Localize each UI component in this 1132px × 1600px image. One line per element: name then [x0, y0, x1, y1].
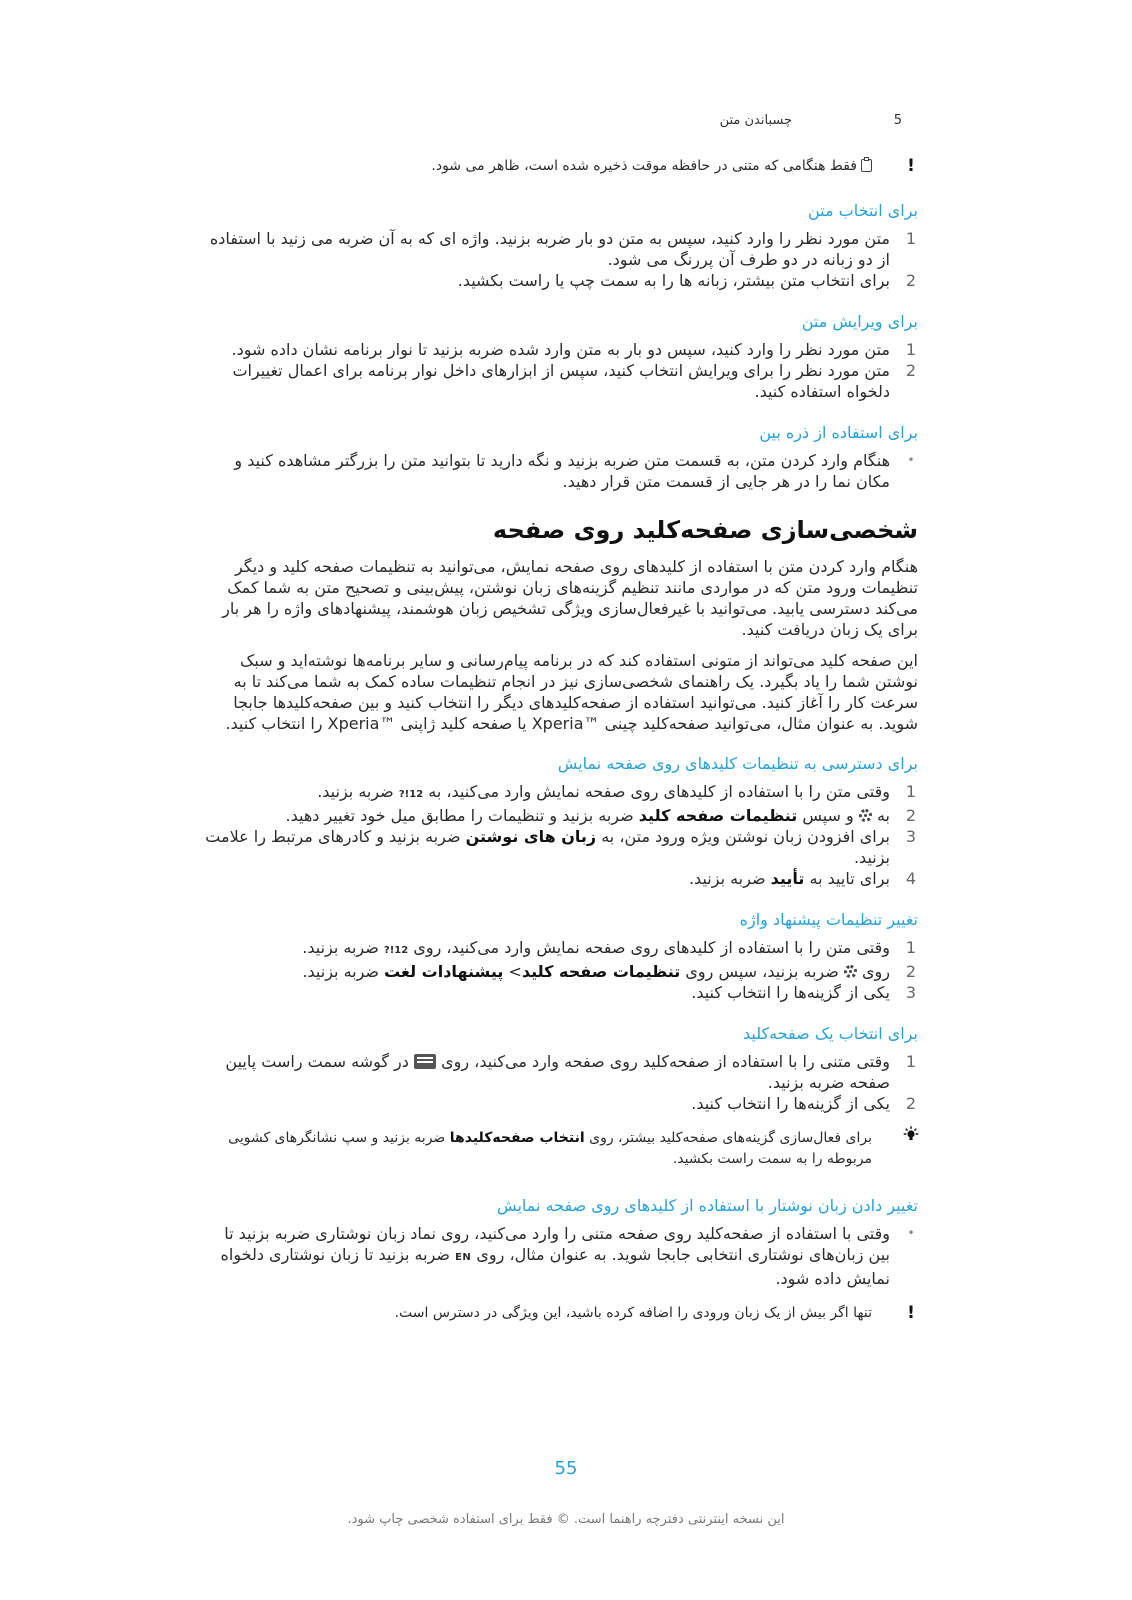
lightbulb-icon — [902, 1126, 920, 1144]
symbols-key-icon: 12!? — [398, 789, 424, 800]
symbols-key-icon: 12!? — [383, 945, 409, 956]
running-header — [200, 113, 912, 135]
step-text: در گوشه سمت راست پایین صفحه ضربه بزنید. — [225, 1052, 890, 1092]
step-number: 1 — [905, 340, 917, 359]
note-language-text: تنها اگر بیش از یک زبان ورودی را اضافه کرده باشید، این ویژگی در دسترس است. — [394, 1305, 872, 1321]
steps-access-settings — [198, 781, 918, 889]
step-text: متن مورد نظر را برای ویرایش انتخاب کنید، سپس از ابزارهای داخل نوار برنامه برای اعمال تغییرات دلخواه استفاده کنید. — [232, 361, 890, 401]
step-text: برای افزودن زبان نوشتن ویژه ورود متن، به — [601, 827, 890, 846]
step-text: ضربه بزنید. — [302, 962, 380, 981]
step-text: ضربه بزنید. — [302, 938, 379, 957]
list-item — [198, 937, 918, 961]
list-item — [198, 961, 918, 982]
list-item — [198, 360, 918, 402]
word-suggestions-label: پیشنهادات لغت — [384, 962, 504, 981]
exclamation-icon: ! — [907, 1303, 915, 1323]
bullet-text: وقتی با استفاده از صفحه‌کلید روی صفحه متنی را وارد می‌کنید، روی نماد زبان نوشتاری ضربه بزنید تا بین زبان‌های نوشتاری انتخابی جابجا شوید. به عنوان مثال، روی — [224, 1224, 890, 1264]
note-clipboard — [198, 156, 918, 177]
step-number: 4 — [905, 869, 917, 888]
gear-icon — [859, 809, 872, 822]
list-item — [198, 781, 918, 805]
step-text: متن مورد نظر را وارد کنید، سپس به متن دو بار ضربه بزنید. واژه ای که به آن ضربه می زنید با استفاده از دو زبانه در دو طرف آن پررنگ می شود. — [209, 229, 890, 269]
list-item — [198, 1223, 918, 1289]
list-item — [198, 805, 918, 826]
footer-note: این نسخه اینترنتی دفترچه راهنما است. © فقط برای استفاده شخصی چاپ شود. — [347, 1512, 785, 1527]
step-number: 1 — [905, 229, 917, 248]
page-number: 55 — [554, 1458, 578, 1479]
list-item — [198, 982, 918, 1003]
list-item — [198, 868, 918, 889]
section-paragraph-2: این صفحه کلید می‌تواند از متونی استفاده کند که در برنامه پیام‌رسانی و سایر برنامه‌ها نوشته‌اید و سبک نوشتن شما را یاد بگیرد. یک راهنمای شخصی‌سازی نیز در انجام تنظیمات ساده کمک به شما می‌کند تا به سرعت کار را آغاز کنید. می‌توانید استفاده از صفحه‌کلیدهای دیگر را انتخاب کنید و بین صفحه‌کلیدها جابجا شوید. به عنوان مثال، می‌توانید صفحه‌کلید چینی ™Xperia یا صفحه کلید ژاپنی ™Xperia را انتخاب کنید. — [225, 651, 918, 733]
step-number: 2 — [905, 962, 917, 981]
step-text: ضربه بزنید و کادرهای مرتبط را علامت بزنید. — [205, 827, 890, 867]
bullets-change-language — [198, 1223, 918, 1289]
bullet: • — [907, 1226, 915, 1240]
confirm-label: تأیید — [770, 869, 805, 888]
bullets-magnifier — [198, 450, 918, 492]
keyboard-icon — [414, 1054, 436, 1069]
writing-languages-label: زبان های نوشتن — [465, 827, 597, 846]
tip-text: برای فعال‌سازی گزینه‌های صفحه‌کلید بیشتر، روی — [589, 1130, 872, 1146]
list-item — [198, 339, 918, 360]
list-item — [198, 450, 918, 492]
step-text: متن مورد نظر را وارد کنید، سپس دو بار به متن وارد شده ضربه بزنید تا نوار برنامه نشان داده شود. — [231, 340, 890, 359]
menu-separator: > — [508, 962, 522, 981]
tip-keyboard-options — [198, 1128, 918, 1170]
list-item — [198, 1051, 918, 1093]
step-text: به — [876, 806, 890, 825]
step-text: برای انتخاب متن بیشتر، زبانه ها را به سمت چپ یا راست بکشید. — [457, 271, 890, 290]
step-number: 2 — [905, 361, 917, 380]
list-item — [198, 1093, 918, 1114]
steps-word-suggestion — [198, 937, 918, 1003]
heading-access-settings: برای دسترسی به تنظیمات کلیدهای روی صفحه نمایش — [557, 754, 918, 773]
heading-magnifier: برای استفاده از ذره بین — [759, 423, 918, 442]
step-number: 2 — [905, 806, 917, 825]
step-text: یکی از گزینه‌ها را انتخاب کنید. — [691, 1094, 890, 1113]
step-text: وقتی متن را با استفاده از کلیدهای روی صفحه نمایش وارد می‌کنید، به — [428, 782, 890, 801]
step-text: روی — [862, 962, 890, 981]
bullet: • — [907, 453, 915, 467]
step-text: وقتی متن را با استفاده از کلیدهای روی صفحه نمایش وارد می‌کنید، روی — [413, 938, 890, 957]
heading-select-keyboard: برای انتخاب یک صفحه‌کلید — [743, 1024, 918, 1043]
step-number: 3 — [905, 827, 917, 846]
steps-select-keyboard — [198, 1051, 918, 1114]
tip-text: ضربه بزنید و سپ نشانگرهای کشویی مربوطه را به سمت راست بکشید. — [228, 1130, 872, 1167]
select-keyboards-label: انتخاب صفحه‌کلیدها — [449, 1130, 585, 1146]
step-number: 1 — [905, 1052, 917, 1071]
header-chapter-title: چسباندن متن — [719, 113, 792, 128]
step-number: 1 — [905, 938, 917, 957]
list-item — [198, 228, 918, 270]
keyboard-settings-label: تنظیمات صفحه کلید — [521, 962, 681, 981]
page-content — [198, 150, 918, 1324]
step-text: برای تایید به — [809, 869, 890, 888]
clipboard-icon — [861, 159, 872, 172]
language-en-icon: EN — [455, 1252, 472, 1263]
step-text: وقتی متنی را با استفاده از صفحه‌کلید روی صفحه وارد می‌کنید، روی — [441, 1052, 890, 1071]
step-text: و سپس — [802, 806, 854, 825]
list-item — [198, 270, 918, 291]
note-language — [198, 1303, 918, 1324]
step-text: ضربه بزنید، سپس روی — [685, 962, 839, 981]
heading-word-suggestion: تغییر تنظیمات پیشنهاد واژه — [739, 910, 918, 929]
step-text: ضربه بزنید. — [317, 782, 394, 801]
note-clipboard-text: فقط هنگامی که متنی در حافظه موقت ذخیره شده است، ظاهر می شود. — [431, 158, 857, 174]
exclamation-icon: ! — [907, 156, 915, 176]
step-number: 1 — [905, 782, 917, 801]
steps-select-text — [198, 228, 918, 291]
heading-select-text: برای انتخاب متن — [808, 201, 918, 220]
heading-edit-text: برای ویرایش متن — [801, 312, 918, 331]
step-number: 2 — [905, 1094, 917, 1113]
step-text: ضربه بزنید و تنظیمات را مطابق میل خود تغییر دهید. — [285, 806, 634, 825]
section-title: شخصی‌سازی صفحه‌کلید روی صفحه — [492, 516, 918, 544]
gear-icon — [844, 965, 857, 978]
header-page-number: 5 — [893, 113, 902, 128]
step-text: یکی از گزینه‌ها را انتخاب کنید. — [691, 983, 890, 1002]
keyboard-settings-label: تنظیمات صفحه کلید — [638, 806, 798, 825]
bullet-text: هنگام وارد کردن متن، به قسمت متن ضربه بزنید و نگه دارید تا بتوانید متن را بزرگتر مشاهده کنید و مکان نما را در هر جایی از قسمت متن قرار دهید. — [234, 451, 890, 491]
steps-edit-text — [198, 339, 918, 402]
step-number: 2 — [905, 271, 917, 290]
section-paragraph-1: هنگام وارد کردن متن با استفاده از کلیدهای روی صفحه نمایش، می‌توانید به تنظیمات صفحه کلید و دیگر تنظیمات ورود متن که در مواردی مانند تنظیم گزینه‌های زبان نوشتن، پیش‌بینی و تصحیح متن به شما کمک می‌کند دسترسی یابید. می‌توانید با غیرفعال‌سازی ویژگی تشخیص زبان هوشمند، پیشنهادهای واژه را هر بار برای یک زبان دریافت کنید. — [222, 557, 918, 639]
step-number: 3 — [905, 983, 917, 1002]
heading-change-language: تغییر دادن زبان نوشتار با استفاده از کلیدهای روی صفحه نمایش — [497, 1196, 918, 1215]
list-item — [198, 826, 918, 868]
bullet-text: ضربه بزنید تا زبان نوشتاری دلخواه نمایش داده شود. — [220, 1245, 890, 1288]
step-text: ضربه بزنید. — [688, 869, 766, 888]
